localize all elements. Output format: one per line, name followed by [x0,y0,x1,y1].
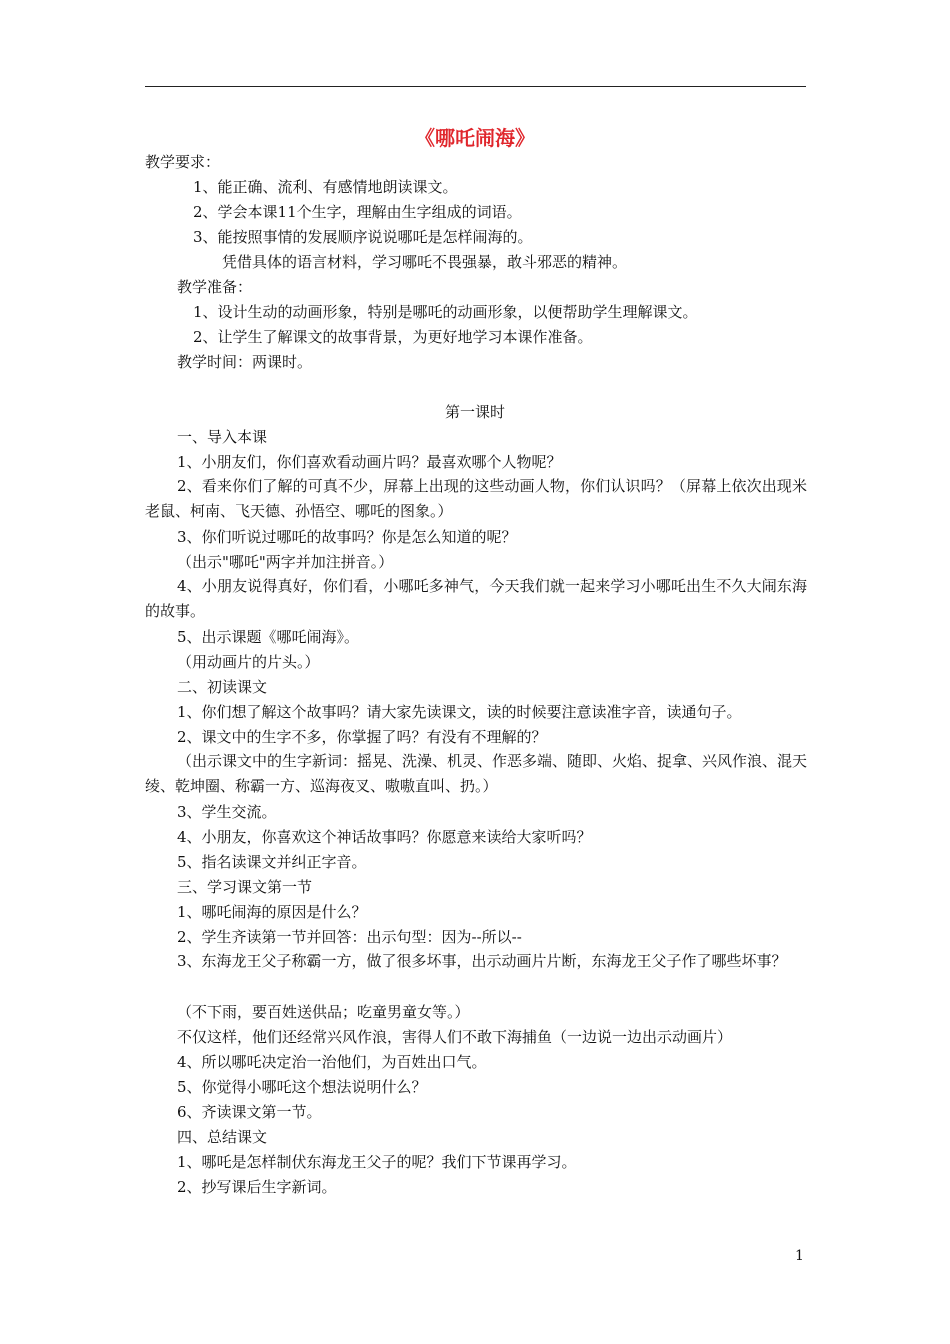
part1-item-5-note: （用动画片的片头。） [177,653,320,671]
part2-item-1: 1、你们想了解这个故事吗？请大家先读课文，读的时候要注意读准字音，读通句子。 [177,703,742,721]
part2-item-2: 2、课文中的生字不多，你掌握了吗？有没有不理解的？ [177,728,547,746]
part2-item-2-vocab: （出示课文中的生字新词：摇晃、洗澡、机灵、作恶多端、随即、火焰、捉拿、兴风作浪、混天绫、乾坤圈、称霸一方、巡海夜叉、嗷嗷直叫、扔。） [145,752,808,795]
part4-item-1: 1、哪吒是怎样制伏东海龙王父子的呢？我们下节课再学习。 [177,1153,577,1171]
part1-item-4: 4、小朋友说得真好，你们看，小哪吒多神气，今天我们就一起来学习小哪吒出生不久大闹东海的故事。 [145,577,807,620]
part3-item-2: 2、学生齐读第一节并回答：出示句型：因为--所以-- [177,928,522,946]
part1-item-3-note: （出示"哪吒"两字并加注拼音。） [177,553,394,571]
requirement-1: 1、能正确、流利、有感情地朗读课文。 [193,178,458,196]
part1-item-5: 5、出示课题《哪吒闹海》。 [177,628,360,646]
part3-item-3-extra: 不仅这样，他们还经常兴风作浪，害得人们不敢下海捕鱼（一边说一边出示动画片） [177,1028,733,1046]
lesson-heading: 第一课时 [444,403,505,421]
prep-2: 2、让学生了解课文的故事背景，为更好地学习本课作准备。 [193,328,593,346]
part3-item-1: 1、哪吒闹海的原因是什么？ [177,903,367,921]
requirement-4: 凭借具体的语言材料，学习哪吒不畏强暴，敢斗邪恶的精神。 [222,253,628,271]
part3-item-3: 3、东海龙王父子称霸一方，做了很多坏事，出示动画片片断，东海龙王父子作了哪些坏事？ [177,952,787,970]
part1-item-2: 2、看来你们了解的可真不少，屏幕上出现的这些动画人物，你们认识吗？（屏幕上依次出现米老鼠、柯南、飞天德、孙悟空、哪吒的图象。） [145,477,807,520]
part2-item-5: 5、指名读课文并纠正字音。 [177,853,367,871]
part1-item-3: 3、你们听说过哪吒的故事吗？你是怎么知道的呢？ [177,528,517,546]
part4-item-2: 2、抄写课后生字新词。 [177,1178,337,1196]
part3-item-6: 6、齐读课文第一节。 [177,1103,322,1121]
header-rule [145,86,806,87]
part3-heading: 三、学习课文第一节 [177,878,313,896]
section-requirements: 教学要求： [145,153,221,171]
part2-heading: 二、初读课文 [177,678,268,696]
part2-item-3: 3、学生交流。 [177,803,277,821]
requirement-3: 3、能按照事情的发展顺序说说哪吒是怎样闹海的。 [193,228,533,246]
teaching-time: 教学时间：两课时。 [177,353,313,371]
part3-item-5: 5、你觉得小哪吒这个想法说明什么？ [177,1078,427,1096]
prep-1: 1、设计生动的动画形象，特别是哪吒的动画形象，以便帮助学生理解课文。 [193,303,698,321]
part4-heading: 四、总结课文 [177,1128,268,1146]
requirement-2: 2、学会本课11个生字，理解由生字组成的词语。 [193,203,522,221]
page-number: 1 [795,1248,804,1264]
section-prep: 教学准备： [177,278,253,296]
part1-item-1: 1、小朋友们，你们喜欢看动画片吗？最喜欢哪个人物呢？ [177,453,562,471]
part3-item-3-note: （不下雨，要百姓送供品；吃童男童女等。） [177,1003,470,1021]
part2-item-4: 4、小朋友，你喜欢这个神话故事吗？你愿意来读给大家听吗？ [177,828,592,846]
part3-item-4: 4、所以哪吒决定治一治他们，为百姓出口气。 [177,1053,487,1071]
part1-heading: 一、导入本课 [177,428,268,446]
document-title: 《哪吒闹海》 [415,126,535,150]
